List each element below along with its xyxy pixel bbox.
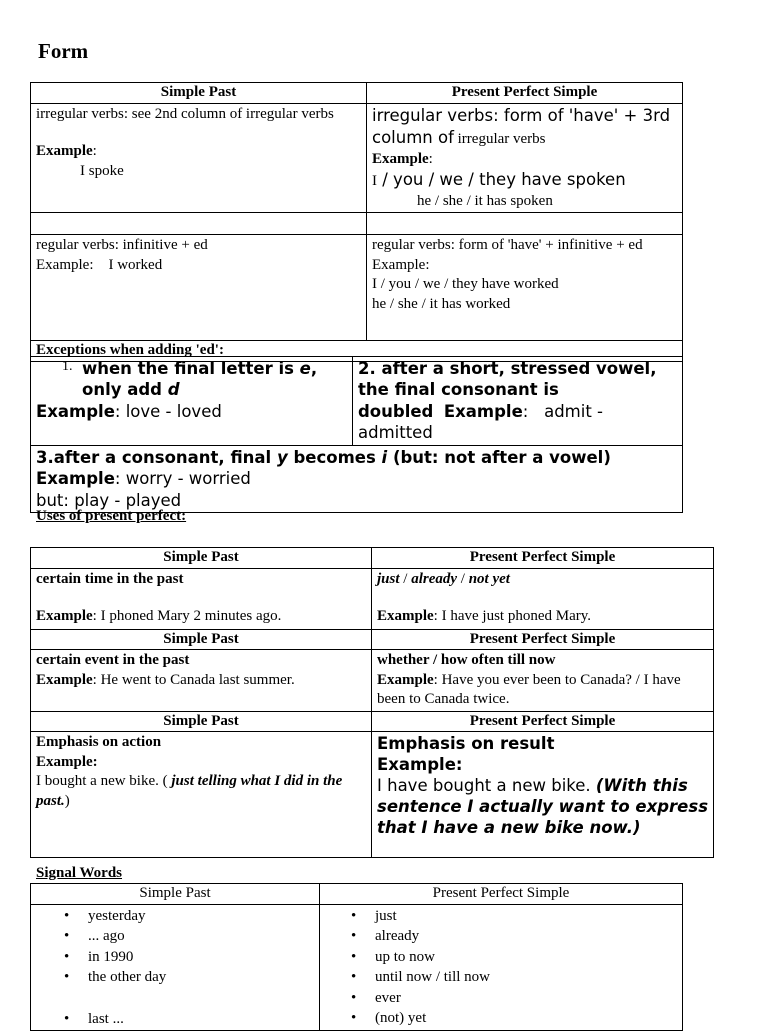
uses-table — [30, 547, 714, 858]
regular-example-left: Example: I worked — [36, 256, 163, 273]
page-title: Form — [38, 39, 89, 63]
list-item: • last ... — [88, 1009, 314, 1030]
signal-right-cell — [320, 904, 683, 1031]
uses-r1-right: just / already / not yet Example: I have just phoned Mary. — [372, 568, 714, 629]
signal-right-list — [325, 906, 677, 1029]
irregular-row — [31, 103, 683, 213]
list-item: • ever — [375, 988, 677, 1009]
irregular-simple-past-cell — [31, 103, 367, 213]
uses-r1-left: certain time in the past Example: I phoned Mary 2 minutes ago. — [31, 568, 372, 629]
exception-1-cell — [31, 357, 353, 446]
spacer-row — [31, 213, 683, 235]
signal-words-title: Signal Words — [36, 865, 123, 881]
uses-title: Uses of present perfect: — [36, 508, 187, 524]
exception-3-rule: 3.after a consonant, final y becomes i (but: not after a vowel) — [36, 447, 611, 467]
signal-left-list-2 — [36, 1009, 314, 1030]
uses-r2-left: certain event in the past Example: He went to Canada last summer. — [31, 650, 372, 712]
form-table — [30, 82, 683, 362]
uses-col-present-perfect: Present Perfect Simple — [372, 548, 714, 569]
irregular-example-text-right-2: he / she / it has spoken — [417, 192, 553, 209]
list-item: • yesterday — [88, 906, 314, 927]
exception-3-cell — [31, 445, 683, 512]
irregular-rule-left: irregular verbs: see 2nd column of irregular verbs — [36, 105, 334, 122]
list-item: • already — [375, 926, 677, 947]
list-item: • ... ago — [88, 926, 314, 947]
uses-r3-left: Emphasis on action Example: I bought a new bike. ( just telling what I did in the past.) — [31, 732, 372, 858]
exception-3-but: but: play - played — [36, 490, 182, 510]
form-header-row — [31, 83, 683, 104]
uses-col-simple-past-2: Simple Past — [31, 629, 372, 650]
list-item: • just — [375, 906, 677, 927]
list-item: • up to now — [375, 947, 677, 968]
exception-1-example: Example: love - loved — [36, 401, 222, 421]
irregular-rule-right: irregular verbs: form of 'have' + 3rd column of irregular verbs — [372, 105, 671, 147]
uses-r2-right: whether / how often till now Example: Have you ever been to Canada? / I have been to Canada twice. — [372, 650, 714, 712]
signal-col-simple-past: Simple Past — [31, 884, 320, 905]
regular-rule-right: regular verbs: form of 'have' + infinitive + ed — [372, 237, 643, 253]
uses-col-simple-past-3: Simple Past — [31, 711, 372, 732]
regular-example-label-right: Example: — [372, 256, 430, 273]
regular-rule-left: regular verbs: infinitive + ed — [36, 237, 208, 253]
regular-example-right-2: he / she / it has worked — [372, 295, 511, 312]
form-col-present-perfect: Present Perfect Simple — [367, 83, 683, 104]
regular-example-right-1: I / you / we / they have worked — [372, 276, 559, 292]
form-col-simple-past: Simple Past — [31, 83, 367, 104]
list-item: • in 1990 — [88, 947, 314, 968]
irregular-example-left: Example: — [36, 143, 97, 159]
list-item: • the other day — [88, 967, 314, 988]
list-item: • (not) yet — [375, 1008, 677, 1029]
uses-col-present-perfect-3: Present Perfect Simple — [372, 711, 714, 732]
exception-1-rule: 1. when the final letter is e, only add d — [62, 359, 318, 400]
uses-col-present-perfect-2: Present Perfect Simple — [372, 629, 714, 650]
signal-left-list — [36, 906, 314, 988]
uses-r3-right: Emphasis on result Example: I have bought a new bike. (With this sentence I actually want to express that I have a new bike now.) — [372, 732, 714, 858]
exception-3-example: Example: worry - worried — [36, 469, 251, 489]
signal-left-cell — [31, 904, 320, 1031]
exception-2-cell: 2. after a short, stressed vowel, the final consonant is doubled Example: admit - admitted — [353, 357, 683, 446]
irregular-example-right: Example: — [372, 150, 433, 167]
signal-col-present-perfect: Present Perfect Simple — [320, 884, 683, 905]
regular-present-perfect-cell — [367, 235, 683, 341]
regular-simple-past-cell — [31, 235, 367, 341]
uses-col-simple-past: Simple Past — [31, 548, 372, 569]
regular-row — [31, 235, 683, 341]
irregular-example-text-left: I spoke — [80, 162, 124, 179]
irregular-present-perfect-cell — [367, 103, 683, 213]
exception-1-number: 1. — [62, 359, 73, 374]
list-item: • until now / till now — [375, 967, 677, 988]
irregular-example-text-right: I / you / we / they have spoken — [372, 170, 626, 189]
exceptions-table — [30, 356, 683, 513]
exceptions-title: Exceptions when adding 'ed': — [31, 341, 683, 362]
signal-table — [30, 883, 683, 1031]
